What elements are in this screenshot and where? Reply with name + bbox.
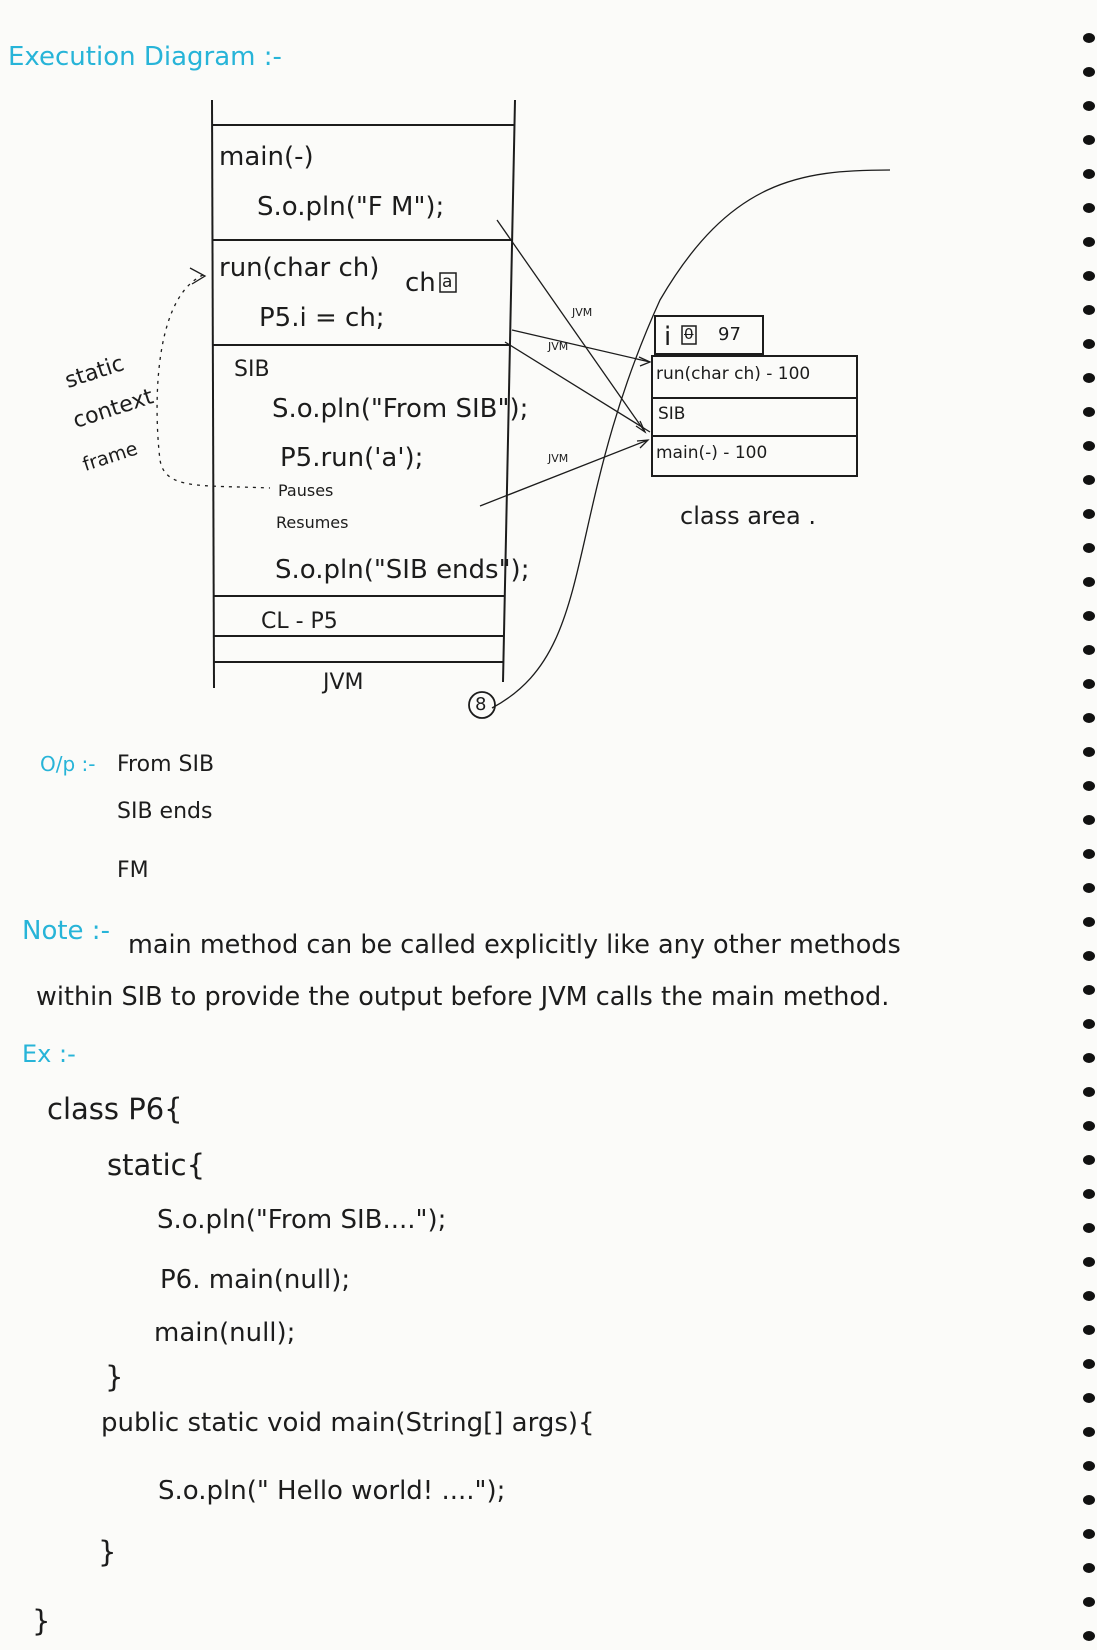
arrow-label-jvm-2: JVM <box>548 340 569 353</box>
cl-frame-label: CL - P5 <box>261 609 338 634</box>
code-line-7: public static void main(String[] args){ <box>101 1408 595 1438</box>
class-area-row-main: main(-) - 100 <box>656 443 768 463</box>
code-line-10: } <box>32 1604 51 1638</box>
example-label: Ex :- <box>22 1040 76 1068</box>
circled-mark: 8 <box>475 694 487 715</box>
main-frame-line: S.o.pln("F M"); <box>257 192 445 222</box>
code-line-1: class P6{ <box>47 1092 183 1126</box>
run-frame-var-value: a <box>442 272 453 292</box>
class-area-static-var-old: 0 <box>684 325 694 343</box>
arrow-label-jvm-1: JVM <box>572 306 593 319</box>
sib-frame-title: SIB <box>234 357 270 382</box>
code-line-4: P6. main(null); <box>160 1265 351 1295</box>
arrow-label-jvm-3: JVM <box>548 452 569 465</box>
run-frame-title: run(char ch) <box>219 253 380 283</box>
code-line-2: static{ <box>107 1148 206 1182</box>
code-line-6: } <box>105 1360 124 1394</box>
static-context-label-2: context <box>70 384 157 434</box>
static-context-label-3: frame <box>80 437 141 476</box>
note-line-1: main method can be called explicitly like any other methods <box>128 930 901 960</box>
run-frame-var-name: ch <box>405 268 436 298</box>
class-area-static-var-new: 97 <box>718 324 741 345</box>
class-area-row-run: run(char ch) - 100 <box>656 364 811 384</box>
code-line-8: S.o.pln(" Hello world! ...."); <box>158 1476 506 1506</box>
code-line-9: } <box>98 1535 117 1569</box>
class-area-caption: class area . <box>680 502 816 530</box>
output-line-2: SIB ends <box>117 799 213 824</box>
page-heading: Execution Diagram :- <box>8 42 282 72</box>
sib-resumes-label: Resumes <box>276 513 349 532</box>
stack-bottom-jvm-label: JVM <box>323 670 364 695</box>
sib-pauses-label: Pauses <box>278 481 334 500</box>
code-line-5: main(null); <box>154 1318 296 1348</box>
output-line-1: From SIB <box>117 752 215 777</box>
output-label: O/p :- <box>40 752 96 776</box>
note-label: Note :- <box>22 916 110 946</box>
sib-frame-line1: S.o.pln("From SIB"); <box>272 394 529 424</box>
class-area-static-var-name: i <box>664 322 672 352</box>
run-frame-line: P5.i = ch; <box>259 303 385 333</box>
note-line-2: within SIB to provide the output before JVM calls the main method. <box>36 982 890 1012</box>
output-line-3: FM <box>117 858 149 883</box>
sib-frame-line3: S.o.pln("SIB ends"); <box>275 555 530 585</box>
static-context-label-1: static <box>62 351 128 394</box>
class-area-row-sib: SIB <box>658 404 686 424</box>
sib-frame-line2: P5.run('a'); <box>280 443 424 473</box>
main-frame-title: main(-) <box>219 142 314 172</box>
code-line-3: S.o.pln("From SIB...."); <box>157 1205 447 1235</box>
